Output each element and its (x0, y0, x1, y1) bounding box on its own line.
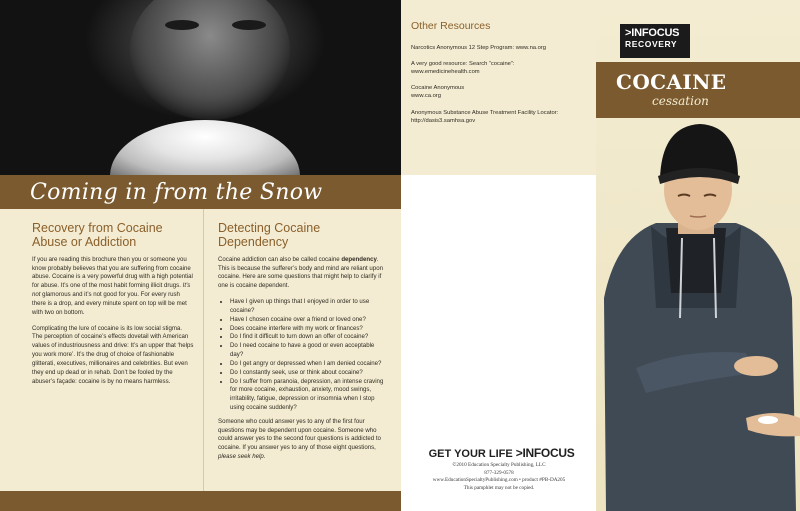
infocus-logo (620, 24, 690, 58)
detecting-outro (218, 418, 387, 462)
question-list (218, 298, 387, 413)
recovery-heading: Recovery from Cocaine Abuse or Addiction (32, 221, 163, 250)
list-item: • Have I given up things that I enjoyed in order to use cocaine? (230, 298, 387, 316)
list-item: • Have I chosen cocaine over a friend or loved one? (230, 316, 387, 325)
publisher-info (409, 462, 589, 492)
powder-pile (110, 120, 300, 175)
list-item: • Does cocaine interfere with my work or finances? (230, 325, 387, 334)
cover-title-bar (596, 62, 800, 118)
resource-item (411, 84, 586, 100)
copyright-line: ©2010 Education Specialty Publishing, LLC (452, 462, 546, 468)
list-item: • Do I suffer from paranoia, depression, an intense craving for more cocaine, exhaustion, anxiety, mood swings, irritability, fatigue, depression or insomnia when I stop using cocaine suddenly? (230, 378, 387, 413)
resource-line: Anonymous Substance Abuse Treatment Facility Locator: (411, 109, 559, 116)
cover-photo-powder (0, 0, 401, 175)
intro-bold: dependency (341, 255, 377, 263)
middle-panel (401, 0, 596, 511)
section-banner (0, 175, 401, 209)
logo-line-1: >INFOCUS (625, 27, 680, 39)
outro-text-c: . (263, 453, 266, 461)
shadow-face (130, 0, 290, 120)
cover-panel (596, 0, 800, 511)
logo-line-2: RECOVERY (625, 39, 678, 49)
recovery-paragraph-1 (32, 256, 194, 318)
resource-line: A very good resource: Search “cocaine”: (411, 61, 515, 68)
list-item: • Do I need cocaine to have a good or even acceptable day? (230, 342, 387, 360)
list-item: • Do I constantly seek, use or think about cocaine? (230, 369, 387, 378)
resources-heading: Other Resources (411, 20, 491, 32)
p1-emphasis: It’s not (32, 282, 191, 299)
resource-item (411, 44, 586, 52)
p1-text-a: If you are reading this brochure then you or someone you know probably believes that you are suffering from cocaine abuse. Cocaine is a very powerful drug with a high potential for abuse. It’s one of the most habit forming illicit drugs. (32, 255, 193, 290)
tagline (419, 446, 584, 460)
resource-line: Cocaine Anonymous (411, 85, 465, 92)
recovery-column (17, 209, 202, 491)
tagline-brand: >INFOCUS (515, 446, 575, 460)
intro-text-c: . This is because the sufferer’s body and mind are reliant upon cocaine. Here are some questions that might help to clarify if one is cocaine dependent. (218, 255, 383, 290)
resource-line: Narcotics Anonymous 12 Step Program: www.na.org (411, 45, 547, 51)
banner-title: Coming in from the Snow (30, 179, 323, 205)
detecting-heading: Detecting Cocaine Dependency (218, 221, 321, 250)
detecting-intro (218, 256, 387, 291)
left-eye (165, 20, 199, 30)
p1-text-c: glamorous and it’s not good for you. For every rush there is a drop, and every minute spent on top will be met with two on bottom. (32, 291, 187, 316)
resource-link: www.ca.org (411, 93, 441, 100)
cover-title: COCAINE (616, 70, 727, 94)
cover-photo-teen (596, 118, 800, 511)
list-item: • Do I get angry or depressed when I am denied cocaine? (230, 360, 387, 369)
phone-line: 877-329-0578 (484, 469, 514, 476)
resource-item (411, 60, 586, 76)
resource-link: http://dasis3.samhsa.gov (411, 117, 476, 124)
right-eye (232, 20, 266, 30)
tagline-text: GET YOUR LIFE (428, 448, 516, 460)
web-product-line: www.EducationSpecialtyPublishing.com • product #PB-DA205 (432, 477, 566, 484)
outro-emphasis: please seek help (218, 453, 264, 461)
cover-subtitle: cessation (652, 94, 709, 108)
resource-link: www.emedicinehealth.com (411, 69, 480, 76)
detecting-column (203, 209, 401, 491)
intro-text-a: Cocaine addiction can also be called cocaine (218, 255, 342, 263)
bottom-bar (0, 491, 401, 511)
copy-notice: This pamphlet may not be copied. (463, 484, 535, 491)
recovery-paragraph-2: Complicating the lure of cocaine is its low social stigma. The perception of cocaine’s effects dovetail with American values of industriousness and drive: It’s an upper that ‘helps you work more’. It’s the drug of choice of fashionable glitterati, executives, millionaires and celebrities. But even they end up dead or in rehab. Don’t be fooled by the abuser’s façade: cocaine is by no means harmless. (32, 324, 194, 385)
resources-box (401, 0, 596, 175)
outro-text-a: Someone who could answer yes to any of the first four questions may be dependent upon cocaine. Someone who could answer yes to the second four questions is addicted to cocaine. If you answer yes to any of those eight questions, (218, 417, 381, 452)
list-item: • Do I find it difficult to turn down an offer of cocaine? (230, 333, 387, 342)
resource-item (411, 109, 586, 125)
